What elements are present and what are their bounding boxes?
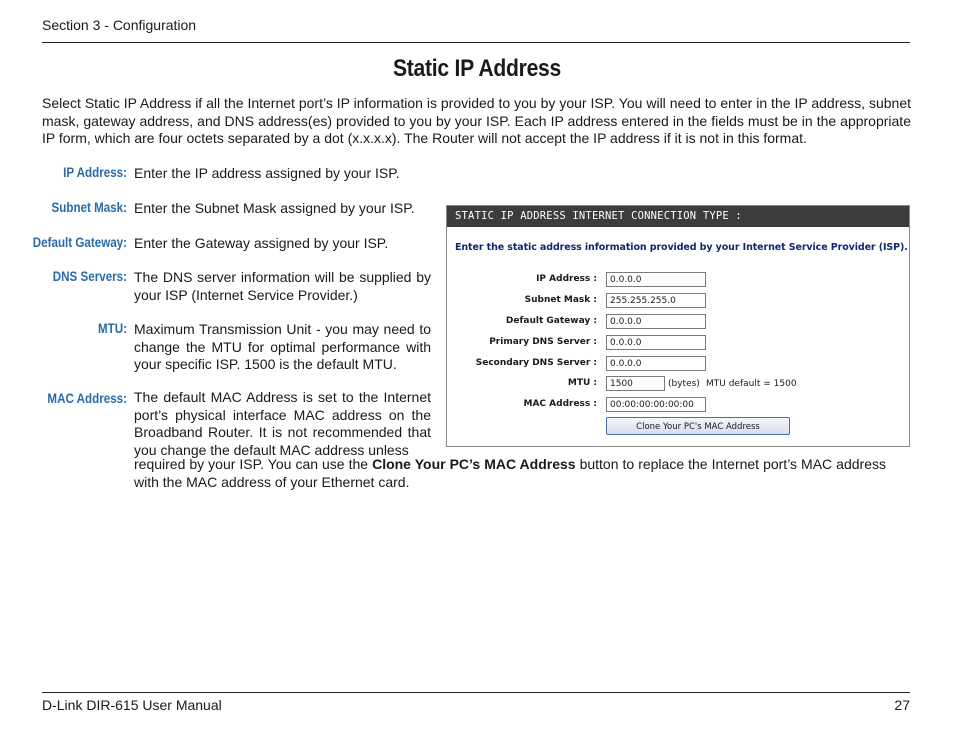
mtu-label: MTU : xyxy=(567,378,597,388)
page-number: 27 xyxy=(894,697,910,713)
mac-address-label: MAC Address : xyxy=(523,399,597,409)
mac-text-before: required by your ISP. You can use the xyxy=(134,456,373,472)
mtu-unit-label: (bytes) xyxy=(668,379,700,389)
intro-paragraph: Select Static IP Address if all the Internet port’s IP information is provided to you by your ISP. You will need to enter in the IP address, subnet mask, gateway address, and DNS address(es) provided to you by your ISP. Each IP address entered in the fields must be in the appropriate IP form, which are four octets separated by a dot (x.x.x.x). The Router will not accept the IP address if it is not in this format. xyxy=(42,95,911,146)
clone-mac-emphasis: Clone Your PC’s MAC Address xyxy=(372,456,576,472)
term-mtu: MTU: xyxy=(97,321,127,336)
term-default-gateway: Default Gateway: xyxy=(32,235,127,250)
secondary-dns-label: Secondary DNS Server : xyxy=(475,358,597,368)
term-mac-address: MAC Address: xyxy=(47,391,127,406)
primary-dns-label: Primary DNS Server : xyxy=(489,337,597,347)
panel-header: STATIC IP ADDRESS INTERNET CONNECTION TYPE : xyxy=(447,206,909,227)
primary-dns-input[interactable]: 0.0.0.0 xyxy=(606,335,706,350)
page-title: Static IP Address xyxy=(392,55,562,82)
subnet-mask-label: Subnet Mask : xyxy=(524,295,597,305)
footer-manual-title: D-Link DIR-615 User Manual xyxy=(42,697,222,713)
static-ip-settings-screenshot xyxy=(446,205,910,447)
default-gateway-label: Default Gateway : xyxy=(505,316,597,326)
clone-mac-address-button[interactable]: Clone Your PC's MAC Address xyxy=(606,417,790,435)
def-mac-address-continued xyxy=(134,456,886,491)
def-mtu: Maximum Transmission Unit - you may need to change the MTU for optimal performance with your specific ISP. 1500 is the default MTU. xyxy=(134,321,431,372)
mtu-input[interactable]: 1500 xyxy=(606,376,665,391)
def-dns-servers: The DNS server information will be supplied by your ISP (Internet Service Provider.) xyxy=(134,269,431,303)
term-dns-servers: DNS Servers: xyxy=(52,269,128,284)
def-ip-address: Enter the IP address assigned by your ISP. xyxy=(134,165,400,181)
panel-intro-text: Enter the static address information provided by your Internet Service Provider (ISP). xyxy=(455,242,908,253)
def-default-gateway: Enter the Gateway assigned by your ISP. xyxy=(134,235,389,251)
default-gateway-input[interactable]: 0.0.0.0 xyxy=(606,314,706,329)
subnet-mask-input[interactable]: 255.255.255.0 xyxy=(606,293,706,308)
ip-address-label: IP Address : xyxy=(536,274,597,284)
def-mac-address: The default MAC Address is set to the Internet port’s physical interface MAC address on the Broadband Router. It is not recommended that you change the default MAC address unless xyxy=(134,389,431,458)
secondary-dns-input[interactable]: 0.0.0.0 xyxy=(606,356,706,371)
term-subnet-mask: Subnet Mask: xyxy=(51,200,127,215)
mac-text-after: button to replace the Internet port’s MAC address with the MAC address of your Ethernet card. xyxy=(134,456,886,490)
term-ip-address: IP Address: xyxy=(63,165,127,180)
def-subnet-mask: Enter the Subnet Mask assigned by your ISP. xyxy=(134,200,415,216)
ip-address-input[interactable]: 0.0.0.0 xyxy=(606,272,706,287)
mtu-default-note: MTU default = 1500 xyxy=(706,379,797,389)
section-label: Section 3 - Configuration xyxy=(42,17,197,33)
mac-address-input[interactable]: 00:00:00:00:00:00 xyxy=(606,397,706,412)
footer-rule xyxy=(42,692,910,693)
header-rule xyxy=(42,42,910,43)
